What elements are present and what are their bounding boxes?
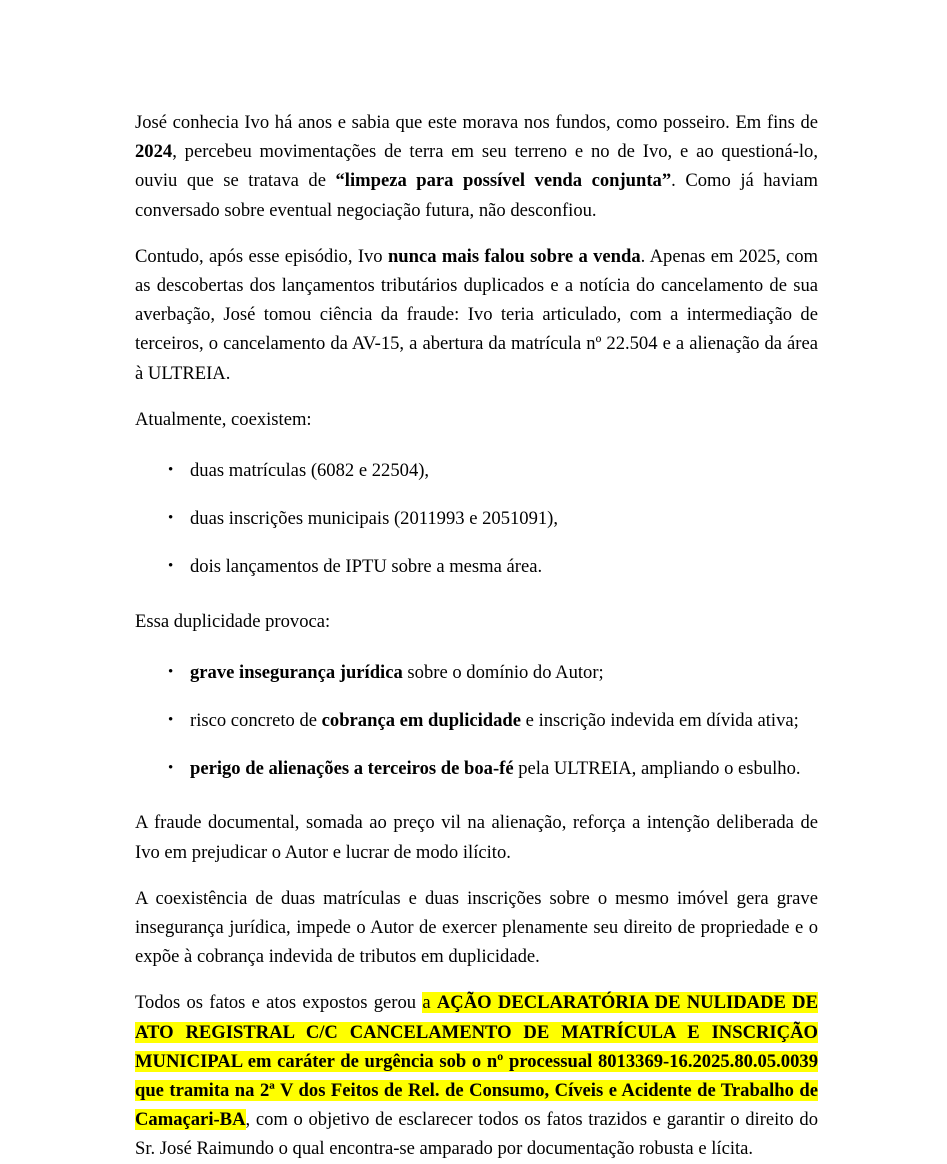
list-spacer-bottom-1 (135, 596, 818, 607)
paragraph-3-lead-in: Atualmente, coexistem: (135, 408, 312, 430)
paragraph-2-text-2: . Apenas em 2025, com as descobertas dos lançamentos tributários duplicados e a notícia do cancelamento de sua averbação, José tomou ciência da fraude: Ivo teria articulado, com a intermediação de terceiros, o cancelamento da AV-15, a abertura da matrícula nº 22.504 e a alienação da área à ULTREIA. (135, 245, 819, 384)
list-item-bold-prefix: grave insegurança jurídica (190, 661, 403, 683)
list-item-label: duas matrículas (6082 e 22504), (190, 460, 430, 482)
paragraph-2-text-1: Contudo, após esse episódio, Ivo (135, 245, 388, 267)
highlighted-case-title: AÇÃO DECLARATÓRIA DE NULIDADE DE ATO REGISTRAL C/C CANCELAMENTO DE MATRÍCULA E INSCRIÇÃO MUNICIPAL em caráter de urgência sob o nº processual 8013369-16.2025.80.05.0039 que tramita na 2ª V dos Feitos de Rel. de Consumo, Cíveis e Acidente de Trabalho de Camaçari-BA (135, 992, 819, 1131)
list-item-label: risco concreto de (190, 710, 322, 732)
paragraph-1-text-2: , percebeu movimentações de terra em seu terreno e no de Ivo, e ao questioná-lo, ouviu que se tratava de (135, 141, 818, 192)
paragraph-6: A coexistência de duas matrículas e duas inscrições sobre o mesmo imóvel gera grave insegurança jurídica, impede o Autor de exercer plenamente seu direito de propriedade e o expõe à cobrança indevida de tributos em duplicidade. (135, 887, 818, 968)
paragraph-1 (135, 108, 818, 225)
list-item (135, 754, 818, 783)
paragraph-1-bold-quote: “limpeza para possível venda conjunta” (335, 170, 672, 192)
paragraph-1-text-3: . Como já haviam conversado sobre eventual negociação futura, não desconfiou. (135, 170, 818, 221)
document-body (135, 108, 818, 1164)
list-coexistem (135, 456, 818, 582)
list-item-label: sobre o domínio do Autor; (402, 661, 604, 683)
paragraph-2 (135, 242, 818, 388)
list-item-bold-mid: cobrança em duplicidade (321, 710, 522, 732)
highlighted-article-prefix: a (422, 992, 437, 1014)
list-item-label: pela ULTREIA, ampliando o esbulho. (513, 758, 801, 780)
list-item-label: duas inscrições municipais (2011993 e 2051091), (190, 508, 559, 530)
paragraph-1-bold-year: 2024 (135, 141, 173, 163)
list-item (135, 706, 818, 735)
list-item (135, 504, 818, 533)
paragraph-7 (135, 988, 818, 1163)
paragraph-5: A fraude documental, somada ao preço vil na alienação, reforça a intenção deliberada de Ivo em prejudicar o Autor e lucrar de modo ilícito. (135, 812, 818, 863)
paragraph-7-text-2: , com o objetivo de esclarecer todos os fatos trazidos e garantir o direito do Sr. José Raimundo o qual encontra-se amparado por documentação robusta e lícita. (135, 1109, 818, 1160)
paragraph-2-bold-phrase: nunca mais falou sobre a venda (387, 245, 641, 267)
paragraph-4-lead-in: Essa duplicidade provoca: (135, 610, 331, 632)
list-item-bold-prefix: perigo de alienações a terceiros de boa-fé (190, 758, 514, 780)
list-item (135, 658, 818, 687)
list-item (135, 552, 818, 581)
paragraph-7-text-1: Todos os fatos e atos expostos gerou (135, 992, 423, 1014)
list-item-label: dois lançamentos de IPTU sobre a mesma área. (190, 556, 543, 578)
list-item (135, 456, 818, 485)
list-provoca (135, 658, 818, 784)
paragraph-1-text-1: José conhecia Ivo há anos e sabia que este morava nos fundos, como posseiro. Em fins de (135, 112, 818, 133)
list-spacer-bottom-2 (135, 797, 818, 808)
list-item-tail: e inscrição indevida em dívida ativa; (521, 710, 799, 732)
